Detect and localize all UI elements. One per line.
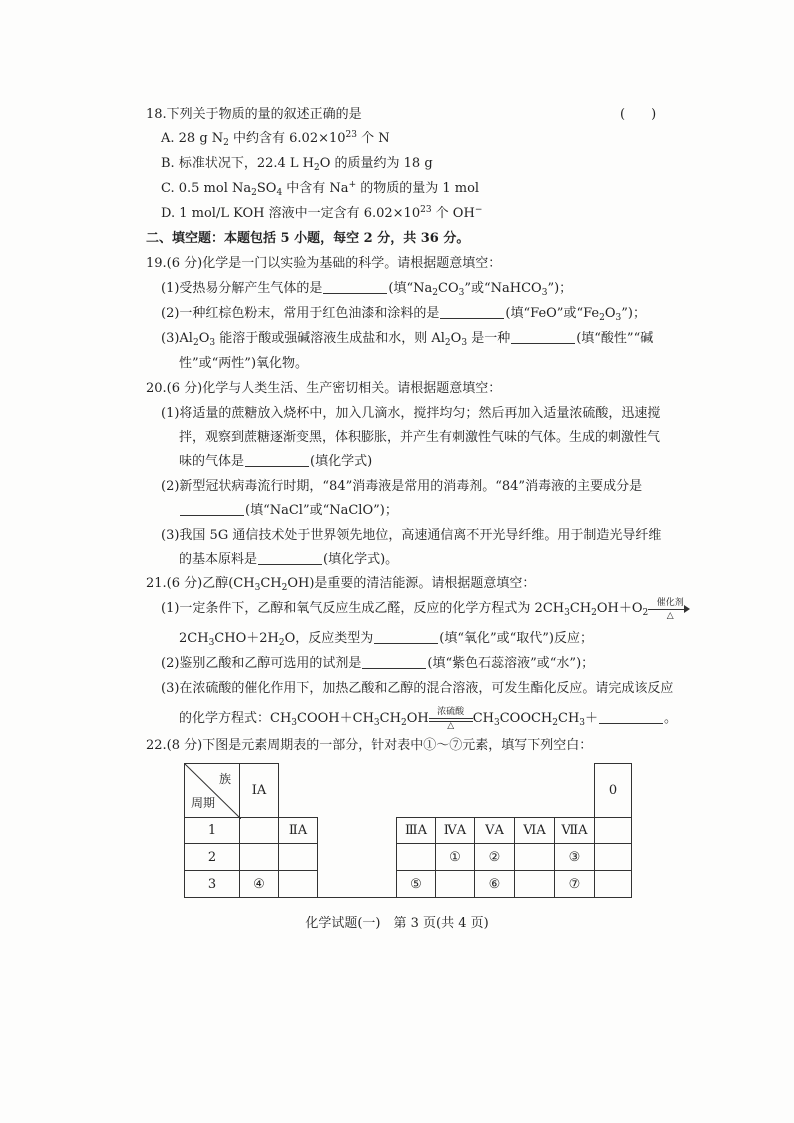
table-cell [278, 870, 318, 898]
q21-sub2: (2)鉴别乙酸和乙醇可选用的试剂是 (填“紫色石蕊溶液”或“水”)； [161, 656, 595, 671]
page-footer: 化学试题(一) 第 3 页(共 4 页) [305, 916, 489, 931]
answer-blank[interactable] [374, 631, 438, 644]
group-4a-header: ⅣA [435, 817, 475, 844]
answer-blank[interactable] [440, 306, 504, 319]
table-cell [514, 843, 555, 871]
q18-option-c: C. 0.5 mol $Na_2SO_4$ 中含有 Na+ 的物质的量为 1 mol [161, 180, 480, 198]
answer-blank[interactable] [323, 281, 387, 294]
table-corner-header [184, 763, 240, 818]
q18-option-d: D. 1 mol/L KOH 溶液中一定含有 $6.02\times 10^{23}$ 个 OH− [161, 205, 483, 221]
reaction-arrow: 催化剂 △ [648, 600, 692, 618]
element-6: ⑥ [474, 870, 515, 898]
element-7: ⑦ [554, 870, 595, 898]
element-4: ④ [239, 870, 279, 898]
q18-option-a: A. 28 g $N_2$ 中约含有 $6.02\times 10^{23}$ 个 N [161, 130, 390, 148]
header-group-label: 族 [218, 772, 231, 786]
table-cell [239, 843, 279, 871]
q20-sub1-line3: 味的气体是 (填化学式) [179, 454, 373, 469]
transition-gap [317, 870, 397, 898]
q21-sub3-line2: 的化学方程式：$CH_3COOH+CH_3CH_2OH$ 浓硫酸 △ $CH_3COOCH_2CH_3+$ 。 [179, 707, 678, 731]
table-cell [594, 870, 632, 898]
q18-stem: 18.下列关于物质的量的叙述正确的是 [146, 107, 362, 122]
q18-option-b: B. 标准状况下，22.4 L $H_2O$ 的质量约为 18 g [161, 156, 433, 173]
q21-sub3-line1: (3)在浓硫酸的催化作用下，加热乙酸和乙醇的混合溶液，可发生酯化反应。请完成该反应 [161, 681, 674, 696]
q20-stem: 20.(6 分)化学与人类生活、生产密切相关。请根据题意填空： [146, 381, 502, 396]
q20-sub2-line1: (2)新型冠状病毒流行时期，“84”消毒液是常用的消毒剂。“84”消毒液的主要成分是 [161, 479, 643, 494]
group-3a-header: ⅢA [396, 817, 436, 844]
group-7a-header: ⅦA [554, 817, 595, 844]
q20-sub2-line2: (填“NaCl”或“NaClO”)； [179, 502, 398, 520]
q21-stem: 21.(6 分)乙醇$(CH_3CH_2OH)$是重要的清洁能源。请根据题意填空： [146, 576, 536, 593]
table-cell [514, 870, 555, 898]
answer-blank[interactable] [258, 552, 322, 565]
answer-blank[interactable] [362, 656, 426, 669]
element-5: ⑤ [396, 870, 436, 898]
element-1: ① [435, 843, 475, 871]
period-3: 3 [184, 870, 240, 898]
q19-sub1: (1)受热易分解产生气体的是 (填“$Na_2CO_3$”或“NaHCO$_3$”)； [161, 281, 573, 298]
table-cell [278, 843, 318, 871]
table-cell [239, 817, 279, 844]
header-period-label: 周期 [191, 796, 216, 810]
table-cell [594, 817, 632, 844]
q20-sub3-line2: 的基本原料是 (填化学式)。 [179, 552, 399, 567]
table-cell [435, 870, 475, 898]
answer-blank[interactable] [599, 711, 663, 724]
period-1: 1 [184, 817, 240, 844]
reversible-sign: 浓硫酸 △ [429, 710, 473, 728]
answer-blank[interactable] [180, 503, 244, 516]
q21-sub1-line1: (1)一定条件下，乙醇和氧气反应生成乙醛，反应的化学方程式为 $2CH_3CH_2OH+O_2$ 催化剂 △ [161, 600, 692, 618]
q19-sub2: (2)一种红棕色粉末，常用于红色油漆和涂料的是 (填“FeO”或“$Fe_2O_3$”)； [161, 306, 646, 323]
element-3: ③ [554, 843, 595, 871]
group-0-header: 0 [594, 763, 632, 818]
q20-sub1-line1: (1)将适量的蔗糖放入烧杯中，加入几滴水，搅拌均匀；然后再加入适量浓硫酸，迅速搅 [161, 406, 661, 421]
q20-sub3-line1: (3)我国 5G 通信技术处于世界领先地位，高速通信离不开光导纤维。用于制造光导纤维 [161, 528, 662, 543]
q22-stem: 22.(8 分)下图是元素周期表的一部分，针对表中①～⑦元素，填写下列空白： [146, 738, 593, 753]
group-6a-header: ⅥA [514, 817, 555, 844]
q19-stem: 19.(6 分)化学是一门以实验为基础的科学。请根据题意填空： [146, 256, 502, 271]
q18-answer-bracket: ( ) [620, 107, 657, 122]
q21-sub1-line2: $2CH_3CHO+2H_2O$，反应类型为 (填“氧化”或“取代”)反应； [179, 631, 593, 648]
q19-sub3-cont: 性”或“两性”)氧化物。 [179, 356, 309, 371]
section-2-heading: 二、填空题：本题包括 5 小题，每空 2 分，共 36 分。 [146, 231, 470, 246]
answer-blank[interactable] [245, 454, 309, 467]
group-2a-header: ⅡA [278, 817, 318, 844]
answer-blank[interactable] [511, 331, 575, 344]
table-cell [396, 843, 436, 871]
q20-sub1-line2: 拌，观察到蔗糖逐渐变黑，体积膨胀，并产生有刺激性气味的气体。生成的刺激性气 [179, 430, 661, 445]
table-cell [594, 843, 632, 871]
group-1a-header: ⅠA [239, 763, 279, 818]
element-2: ② [474, 843, 515, 871]
period-2: 2 [184, 843, 240, 871]
q19-sub3: $(3)Al_2O_3$ 能溶于酸或强碱溶液生成盐和水，则 $Al_2O_3$ 是一种 (填“酸性”“碱 [161, 331, 654, 348]
group-5a-header: ⅤA [474, 817, 515, 844]
